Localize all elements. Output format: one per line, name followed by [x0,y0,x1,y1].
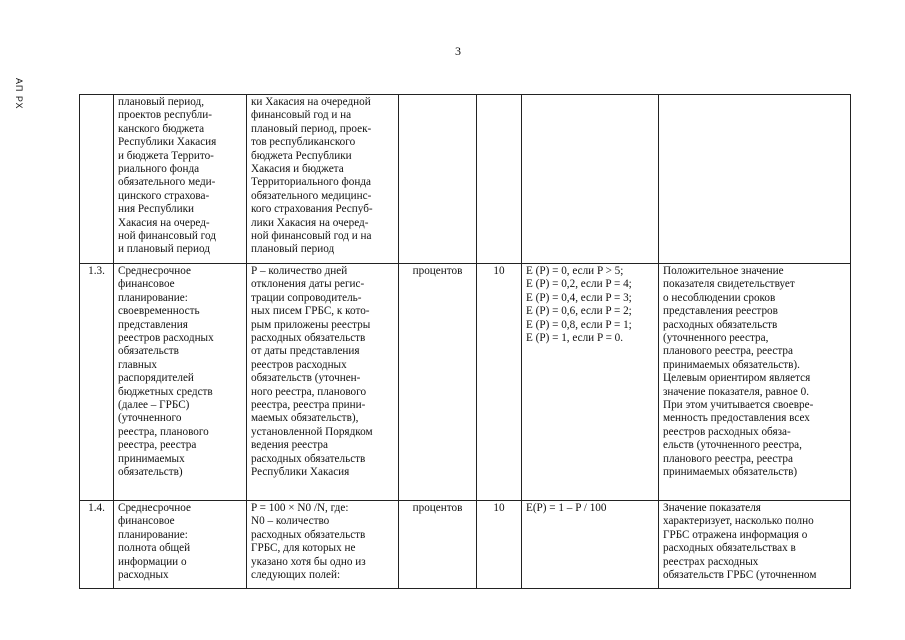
indicator-name-cell: плановый период, проектов республи- канского бюджета Республики Хакасия и бюджета Террито- риального фонда обязательного меди- цинского страхова- ния Республики Хакасия на очеред- ной финансовый год и плановый период [114,95,247,264]
evaluation-cell: E(P) = 1 – P / 100 [522,501,659,589]
comment-cell [659,95,851,264]
formula-cell: ки Хакасия на очередной финансовый год и на плановый период, проек- тов республиканского бюджета Республики Хакасия и бюджета Территориального фонда обязательного медицинс- кого страхования Респуб- лики Хакасия на очеред- ной финансовый год и на плановый период [247,95,399,264]
table-row [80,95,851,264]
weight-cell [477,95,522,264]
row-number-cell [80,95,114,264]
unit-cell [399,95,477,264]
comment-cell: Положительное значение показателя свидетельствует о несоблюдении сроков представления реестров расходных обязательств (уточненного реестра, планового реестра, реестра принимаемых обязательств). Целевым ориентиром является значение показателя, равное 0. При этом учитывается своевре- менность предоставления всех реестров расходных обяза- ельств (уточненного реестра, планового реестра, реестра принимаемых обязательств) [659,264,851,501]
comment-cell: Значение показателя характеризует, насколько полно ГРБС отражена информация о расходных обязательствах в реестрах расходных обязательств ГРБС (уточненном [659,501,851,589]
row-number-cell: 1.3. [80,264,114,501]
weight-cell: 10 [477,264,522,501]
weight-cell: 10 [477,501,522,589]
indicator-name-cell: Среднесрочное финансовое планирование: своевременность представления реестров расходных обязательств главных распорядителей бюджетных средств (далее – ГРБС) (уточненного реестра, планового реестра, реестра принимаемых обязательств) [114,264,247,501]
unit-cell: процентов [399,501,477,589]
indicator-table [79,94,851,589]
side-margin-mark: АП РХ [14,78,24,110]
formula-cell: Р – количество дней отклонения даты регис- трации сопроводитель- ных писем ГРБС, к кото- рым приложены реестры расходных обязательств от даты представления реестров расходных обязательств (уточнен- ного реестра, планового реестра, реестра прини- маемых обязательств), установленной Порядком ведения реестра расходных обязательств Республики Хакасия [247,264,399,501]
row-number-cell: 1.4. [80,501,114,589]
formula-cell: P = 100 × N0 /N, где: N0 – количество расходных обязательств ГРБС, для которых не указано хотя бы одно из следующих полей: [247,501,399,589]
table-row [80,501,851,589]
evaluation-cell: E (P) = 0, если P > 5; E (P) = 0,2, если P = 4; E (P) = 0,4, если P = 3; E (P) = 0,6, если P = 2; E (P) = 0,8, если P = 1; E (P) = 1, если P = 0. [522,264,659,501]
unit-cell: процентов [399,264,477,501]
evaluation-cell [522,95,659,264]
page-number: 3 [455,44,461,58]
table-row [80,264,851,501]
indicator-name-cell: Среднесрочное финансовое планирование: полнота общей информации о расходных [114,501,247,589]
